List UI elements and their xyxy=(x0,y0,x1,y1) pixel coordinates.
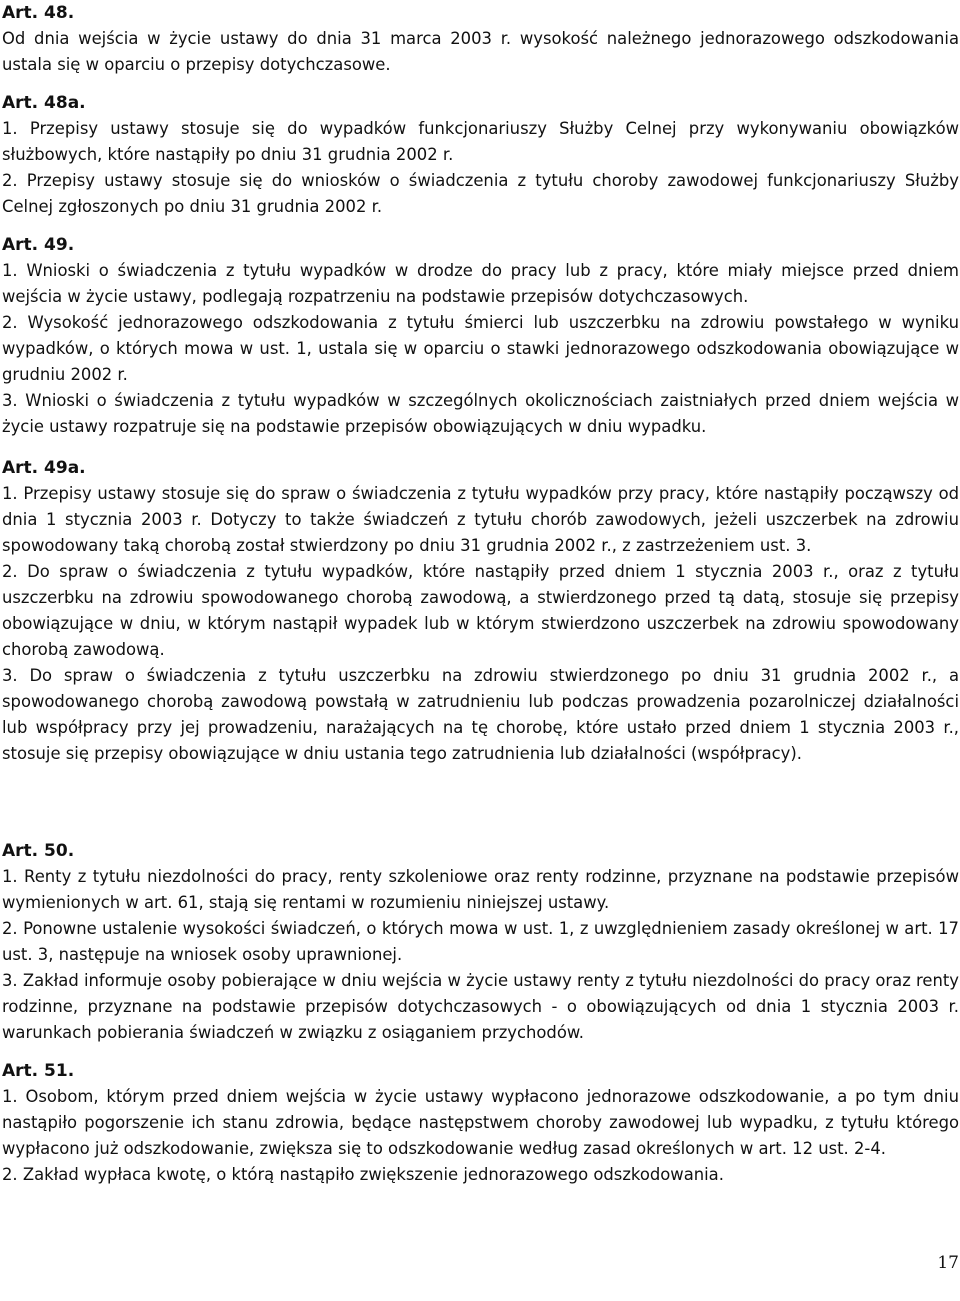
article-paragraph: 2. Przepisy ustawy stosuje się do wniosków o świadczenia z tytułu choroby zawodowej funkcjonariuszy Służby Celnej zgłoszonych po dniu 31 grudnia 2002 r. xyxy=(2,171,959,216)
article-paragraph: 3. Do spraw o świadczenia z tytułu uszczerbku na zdrowiu stwierdzonego po dniu 31 grudnia 2002 r., a spowodowanego chorobą zawodową powstałą w zatrudnieniu lub podczas prowadzenia pozarolniczej działalności lub współpracy przy jej prowadzeniu, narażających na tę chorobę, które ustało przed dniem 1 stycznia 2003 r., stosuje się przepisy obowiązujące w dniu ustania tego zatrudnienia lub działalności (współpracy). xyxy=(2,666,959,763)
article-paragraph: 1. Przepisy ustawy stosuje się do spraw o świadczenia z tytułu wypadków przy pracy, które nastąpiły począwszy od dnia 1 stycznia 2003 r. Dotyczy to także świadczeń z tytułu chorób zawodowych, jeżeli uszczerbek na zdrowiu spowodowany taką chorobą został stwierdzony po dniu 31 grudnia 2002 r., z zastrzeżeniem ust. 3. xyxy=(2,484,959,555)
article-paragraph: 2. Zakład wypłaca kwotę, o którą nastąpiło zwiększenie jednorazowego odszkodowania. xyxy=(2,1165,724,1184)
article-paragraph: 2. Wysokość jednorazowego odszkodowania z tytułu śmierci lub uszczerbku na zdrowiu powstałego w wyniku wypadków, o których mowa w ust. 1, ustala się w oparciu o stawki jednorazowego odszkodowania obowiązujące w grudniu 2002 r. xyxy=(2,313,959,384)
article-49 xyxy=(2,232,959,440)
article-title: Art. 48. xyxy=(2,3,75,23)
article-title: Art. 51. xyxy=(2,1061,75,1081)
article-paragraph: 2. Do spraw o świadczenia z tytułu wypadków, które nastąpiły przed dniem 1 stycznia 2003 r., oraz z tytułu uszczerbku na zdrowiu spowodowanego chorobą zawodową, a stwierdzonego przed tą datą, stosuje się przepisy obowiązujące w dniu, w którym nastąpił wypadek lub w którym stwierdzono uszczerbek na zdrowiu spowodowany chorobą zawodową. xyxy=(2,562,959,659)
article-48 xyxy=(2,0,959,78)
article-49a xyxy=(2,455,959,767)
article-51 xyxy=(2,1058,959,1188)
article-title: Art. 48a. xyxy=(2,93,86,113)
article-title: Art. 49a. xyxy=(2,458,86,478)
article-paragraph: 1. Renty z tytułu niezdolności do pracy, renty szkoleniowe oraz renty rodzinne, przyznane na podstawie przepisów wymienionych w art. 61, stają się rentami w rozumieniu niniejszej ustawy. xyxy=(2,867,959,912)
article-paragraph: 2. Ponowne ustalenie wysokości świadczeń, o których mowa w ust. 1, z uwzględnieniem zasady określonej w art. 17 ust. 3, następuje na wniosek osoby uprawnionej. xyxy=(2,919,959,964)
article-paragraph: 1. Przepisy ustawy stosuje się do wypadków funkcjonariuszy Służby Celnej przy wykonywaniu obowiązków służbowych, które nastąpiły po dniu 31 grudnia 2002 r. xyxy=(2,119,959,164)
article-paragraph: 3. Zakład informuje osoby pobierające w dniu wejścia w życie ustawy renty z tytułu niezdolności do pracy oraz renty rodzinne, przyznane na podstawie przepisów dotychczasowych - o obowiązujących od dnia 1 stycznia 2003 r. warunkach pobierania świadczeń w związku z osiąganiem przychodów. xyxy=(2,971,959,1042)
article-50 xyxy=(2,838,959,1046)
article-paragraph: Od dnia wejścia w życie ustawy do dnia 31 marca 2003 r. wysokość należnego jednorazowego odszkodowania ustala się w oparciu o przepisy dotychczasowe. xyxy=(2,29,959,74)
page-number: 17 xyxy=(937,1253,959,1273)
article-48a xyxy=(2,90,959,220)
document-page xyxy=(2,0,959,1301)
article-paragraph: 1. Osobom, którym przed dniem wejścia w życie ustawy wypłacono jednorazowe odszkodowanie, a po tym dniu nastąpiło pogorszenie ich stanu zdrowia, będące następstwem choroby zawodowej lub wypadku, z tytułu którego wypłacono już odszkodowanie, zwiększa się to odszkodowanie według zasad określonych w art. 12 ust. 2-4. xyxy=(2,1087,959,1158)
article-paragraph: 3. Wnioski o świadczenia z tytułu wypadków w szczególnych okolicznościach zaistniałych przed dniem wejścia w życie ustawy rozpatruje się na podstawie przepisów obowiązujących w dniu wypadku. xyxy=(2,391,959,436)
article-title: Art. 50. xyxy=(2,841,75,861)
article-title: Art. 49. xyxy=(2,235,75,255)
article-paragraph: 1. Wnioski o świadczenia z tytułu wypadków w drodze do pracy lub z pracy, które miały miejsce przed dniem wejścia w życie ustawy, podlegają rozpatrzeniu na podstawie przepisów dotychczasowych. xyxy=(2,261,959,306)
